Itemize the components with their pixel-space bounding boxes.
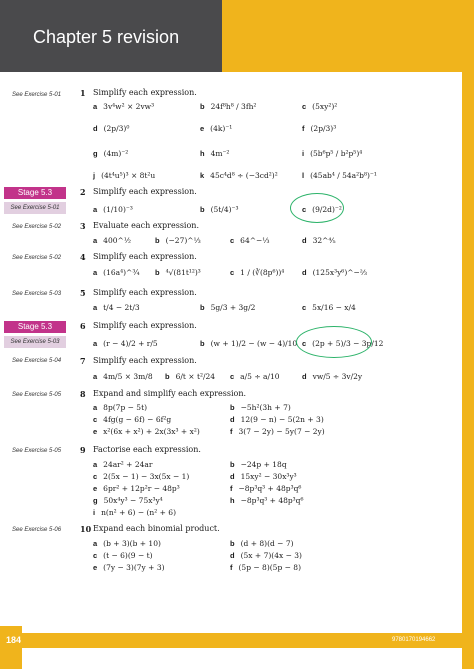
item-letter: c [93,472,98,481]
item-5a: a t/4 − 2t/3 [93,303,140,312]
right-margin-strip [462,72,474,669]
question-title: Simplify each expression. [93,356,197,365]
item-1g: g (4m)⁻² [93,149,129,158]
item-8f: f 3(7 − 2y) − 5y(7 − 2y) [230,427,325,436]
item-6c: c (2p + 5)/3 − 3p/12 [302,339,384,348]
item-letter: a [93,303,98,312]
question-title: Simplify each expression. [93,321,197,330]
question-number: 6 [80,321,86,331]
stage-badge: Stage 5.3 [4,321,66,333]
item-letter: a [93,102,98,111]
exercise-reference: See Exercise 5-01 [12,92,62,98]
item-letter: e [200,124,205,133]
question-number: 3 [80,221,86,231]
exercise-reference: See Exercise 5-04 [12,358,62,364]
item-1a: a 3v⁴w² × 2vw³ [93,102,155,111]
item-letter: c [230,236,235,245]
item-1c: c (5xy²)² [302,102,338,111]
item-letter: c [93,551,98,560]
item-1j: j (4t⁴u⁵)³ × 8t²u [93,171,156,180]
question-number: 4 [80,252,86,262]
item-8e: e x²(6x + x²) + 2x(3x³ + x²) [93,427,200,436]
item-1b: b 24f⁸h⁸ / 3fh² [200,102,257,111]
item-letter: e [93,484,98,493]
item-letter: b [230,403,235,412]
item-2b: b (5t/4)⁻³ [200,205,239,214]
item-9f: f −8p³q³ + 48p³q⁶ [230,484,302,493]
page-title: Chapter 5 revision [33,27,180,47]
item-letter: b [200,339,205,348]
item-letter: e [93,427,98,436]
question-title: Simplify each expression. [93,187,197,196]
item-10d: d (5x + 7)(4x − 3) [230,551,302,560]
item-letter: a [93,403,98,412]
item-6a: a (r − 4)/2 + r/5 [93,339,158,348]
item-letter: c [302,303,307,312]
item-letter: c [302,339,307,348]
item-letter: c [93,415,98,424]
item-9a: a 24ar² + 24ar [93,460,153,469]
item-10a: a (b + 3)(b + 10) [93,539,161,548]
item-1k: k 45c⁴d⁸ ÷ (−3cd²)² [200,171,278,180]
item-3a: a 400^½ [93,236,132,245]
item-1d: d (2p/3)⁰ [93,124,130,133]
item-3d: d 32^⅘ [302,236,336,245]
item-8a: a 8p(7p − 5t) [93,403,148,412]
item-letter: d [302,372,307,381]
question-number: 10 [80,524,92,534]
item-4b: b ⁴√(81t¹²)³ [155,268,201,277]
exercise-reference: See Exercise 5-02 [12,224,62,230]
page-number: 184 [6,635,22,645]
question-number: 9 [80,445,86,455]
item-letter: f [230,427,233,436]
header-accent-bar [222,0,474,72]
question-number: 8 [80,389,86,399]
item-letter: b [155,236,160,245]
item-letter: a [93,205,98,214]
item-letter: a [93,539,98,548]
item-9g: g 50x⁴y³ − 75x³y⁴ [93,496,163,505]
question-number: 1 [80,88,86,98]
item-letter: f [230,563,233,572]
exercise-reference: See Exercise 5-02 [12,255,62,261]
item-3c: c 64^−⅓ [230,236,270,245]
item-letter: b [200,205,205,214]
item-letter: f [230,484,233,493]
item-letter: b [165,372,170,381]
item-9i: i n(n² + 6) − (n² + 6) [93,508,177,517]
question-number: 7 [80,356,86,366]
item-letter: i [93,508,96,517]
item-letter: h [230,496,235,505]
stage-badge: Stage 5.3 [4,187,66,199]
item-letter: e [93,563,98,572]
item-10c: c (t − 6)(9 − t) [93,551,153,560]
item-letter: b [200,303,205,312]
item-letter: i [302,149,305,158]
exercise-reference: See Exercise 5-05 [12,392,62,398]
item-letter: c [302,102,307,111]
item-4c: c 1 / (∛(8p⁶))⁴ [230,268,285,277]
item-letter: d [230,415,235,424]
item-1f: f (2p/3)³ [302,124,337,133]
item-7c: c a/5 ÷ a/10 [230,372,280,381]
question-title: Evaluate each expression. [93,221,199,230]
item-9e: e 6pr² + 12p²r − 48p³ [93,484,180,493]
exercise-reference: See Exercise 5-03 [4,336,66,348]
question-number: 2 [80,187,86,197]
item-letter: l [302,171,305,180]
item-8c: c 4fg(g − 6f) − 6f²g [93,415,172,424]
item-letter: a [93,268,98,277]
item-1h: h 4m⁻² [200,149,230,158]
item-9b: b −24p + 18q [230,460,287,469]
item-7a: a 4m/5 × 3m/8 [93,372,153,381]
item-letter: c [230,372,235,381]
question-title: Expand and simplify each expression. [93,389,247,398]
item-9h: h −8p³q³ + 48p³q⁶ [230,496,304,505]
question-title: Simplify each expression. [93,288,197,297]
item-1l: l (45ab⁴ / 54a²b⁸)⁻¹ [302,171,377,180]
item-1e: e (4k)⁻¹ [200,124,233,133]
item-8b: b −5h²(3h + 7) [230,403,291,412]
item-letter: f [302,124,305,133]
item-5b: b 5g/3 + 3g/2 [200,303,256,312]
item-5c: c 5x/16 − x/4 [302,303,356,312]
item-6b: b (w + 1)/2 − (w − 4)/10 [200,339,298,348]
item-letter: g [93,496,98,505]
item-7b: b 6/t × t²/24 [165,372,216,381]
item-letter: a [93,339,98,348]
item-letter: d [302,236,307,245]
question-number: 5 [80,288,86,298]
item-9c: c 2(5x − 1) − 3x(5x − 1) [93,472,190,481]
item-letter: g [93,149,98,158]
item-letter: h [200,149,205,158]
handwritten-circle [290,193,344,223]
item-1i: i (5b⁶p⁵ / b²p⁵)⁴ [302,149,363,158]
item-4d: d (125x³y⁶)^−⅔ [302,268,368,277]
exercise-reference: See Exercise 5-05 [12,448,62,454]
item-letter: k [200,171,205,180]
item-letter: c [302,205,307,214]
item-letter: d [302,268,307,277]
handwritten-circle [296,326,372,358]
item-2a: a (1/10)⁻³ [93,205,133,214]
question-title: Factorise each expression. [93,445,201,454]
item-8d: d 12(9 − n) − 5(2n + 3) [230,415,324,424]
item-9d: d 15xy² − 30x³y³ [230,472,297,481]
item-letter: a [93,236,98,245]
item-10e: e (7y − 3)(7y + 3) [93,563,165,572]
item-letter: d [230,472,235,481]
question-title: Simplify each expression. [93,252,197,261]
item-4a: a (16a⁴)^¾ [93,268,140,277]
isbn: 9780170194662 [392,637,436,643]
item-2c: c (9/2d)⁻² [302,205,342,214]
exercise-reference: See Exercise 5-03 [12,291,62,297]
item-letter: a [93,460,98,469]
exercise-reference: See Exercise 5-06 [12,527,62,533]
item-10f: f (5p − 8)(5p − 8) [230,563,301,572]
item-letter: b [200,102,205,111]
item-letter: j [93,171,96,180]
item-10b: b (d + 8)(d − 7) [230,539,294,548]
item-letter: a [93,372,98,381]
item-3b: b (−27)^⅓ [155,236,201,245]
item-letter: c [230,268,235,277]
exercise-reference: See Exercise 5-01 [4,202,66,214]
question-title: Simplify each expression. [93,88,197,97]
item-7d: d vw/5 ÷ 3v/2y [302,372,363,381]
item-letter: b [230,460,235,469]
item-letter: b [230,539,235,548]
item-letter: d [230,551,235,560]
question-title: Expand each binomial product. [93,524,220,533]
item-letter: b [155,268,160,277]
item-letter: d [93,124,98,133]
